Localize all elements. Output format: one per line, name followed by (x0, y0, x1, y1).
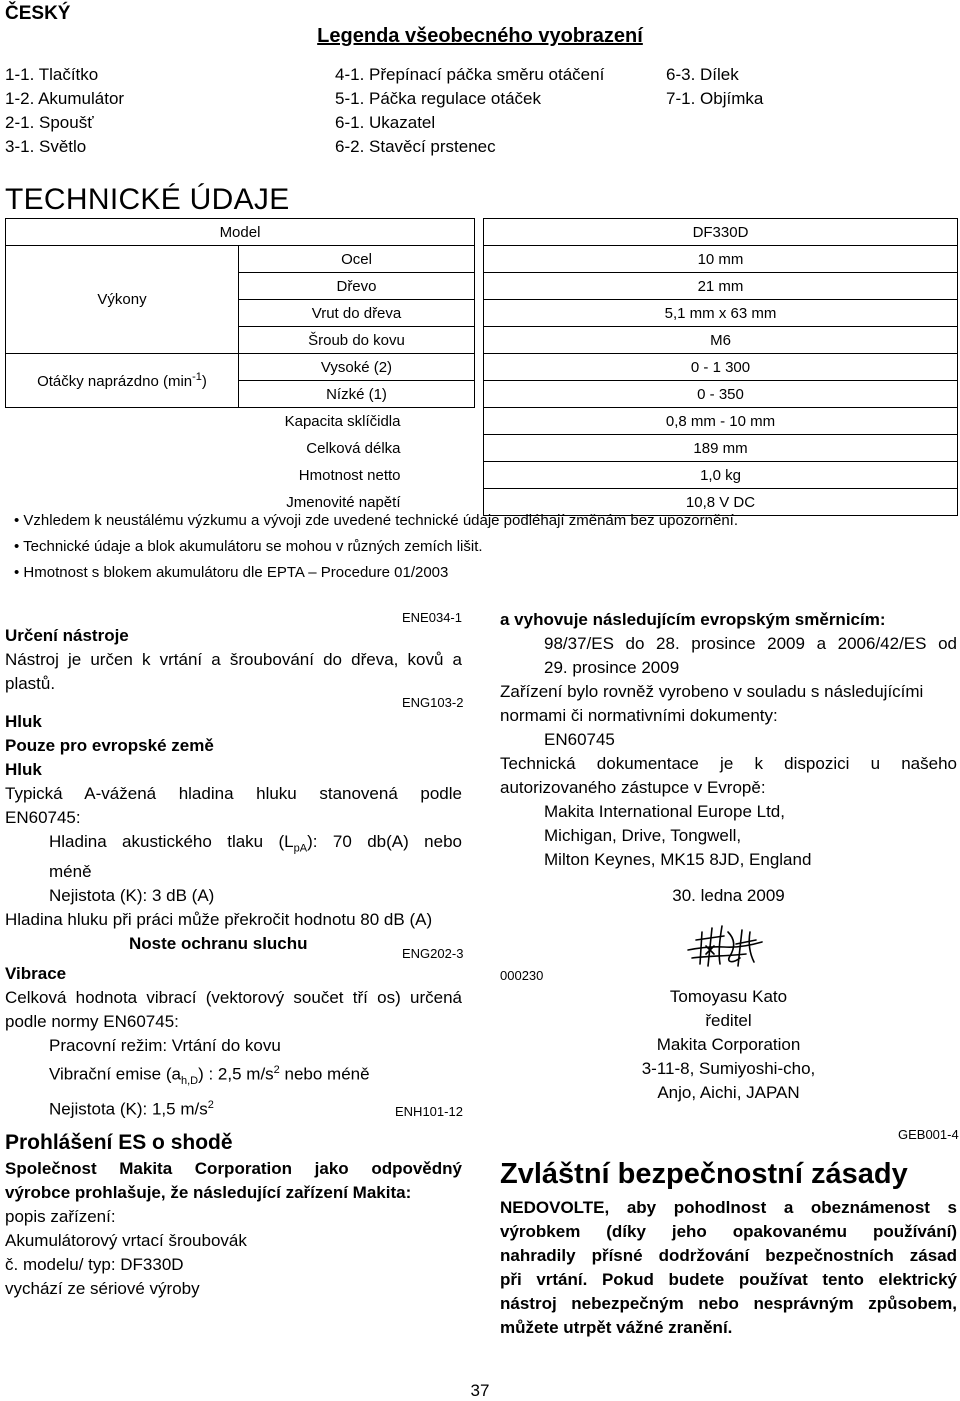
specs-title: TECHNICKÉ ÚDAJE (5, 183, 290, 216)
table-row (6, 435, 958, 462)
text-line: výrobce prohlašuje, že následující zařízení Makita: (5, 1183, 412, 1202)
text-line: autorizovaného zástupce v Evropě: (500, 778, 766, 797)
text-line: NEDOVOLTE, aby pohodlnost a obeznámenost s (500, 1198, 957, 1217)
left-column (5, 710, 462, 956)
note-item: • Vzhledem k neustálému výzkumu a vývoji zde uvedené technické údaje podléhají změnám bez upozornění. (14, 512, 738, 529)
left-column (5, 962, 462, 1122)
legend-item: 5-1. Páčka regulace otáček (335, 89, 542, 108)
text-line: Michigan, Drive, Tongwell, (544, 826, 742, 845)
vykony-label: Výkony (6, 246, 239, 354)
text-line: Nejistota (K): 1,5 $m/s^2$ (49, 1099, 214, 1119)
spec-value: 10,8 V DC (484, 489, 958, 516)
legend-item: 6-3. Dílek (666, 65, 739, 84)
spec-value: M6 (484, 327, 958, 354)
note-item: • Hmotnost s blokem akumulátoru dle EPTA – Procedure 01/2003 (14, 564, 449, 581)
section-code: ENE034-1 (402, 610, 462, 625)
company-name: Makita Corporation (656, 1035, 801, 1054)
model-label: Model (6, 219, 475, 246)
spec-label: Hmotnost netto (298, 466, 401, 484)
text-line: Technická dokumentace je k dispozici u našeho (500, 754, 957, 773)
legend-item: 6-1. Ukazatel (335, 113, 436, 132)
table-row (6, 246, 958, 273)
text-line: plastů. (5, 674, 56, 693)
text-line: EN60745: (5, 808, 81, 827)
hluk-heading: Hluk (5, 712, 42, 731)
model-value: DF330D (484, 219, 958, 246)
vyhovuje-heading: a vyhovuje následujícím evropským směrnicím: (500, 610, 886, 629)
text-line: Makita International Europe Ltd, (544, 802, 785, 821)
section-code: GEB001-4 (898, 1127, 959, 1142)
spec-label: Celková délka (306, 439, 401, 457)
table-row (6, 354, 958, 381)
signatory-name: Tomoyasu Kato (669, 987, 788, 1006)
text-line: Zařízení bylo rovněž vyrobeno v souladu s následujícími (500, 682, 924, 701)
table-row (6, 219, 958, 246)
right-column (500, 1196, 957, 1340)
section-code: ENG103-2 (402, 695, 464, 710)
legend-item: 2-1. Spoušť (5, 113, 94, 132)
text-line: Vibrační emise $(a_{h,D})$ : 2,5 $m/s^2$ nebo méně (49, 1064, 370, 1088)
right-column (500, 608, 957, 872)
vibrace-heading: Vibrace (5, 964, 67, 983)
spec-value: 21 mm (484, 273, 958, 300)
text-line: Milton Keynes, MK15 8JD, England (544, 850, 812, 869)
section-code: ENH101-12 (395, 1104, 463, 1119)
legend-title: Legenda všeobecného vyobrazení (317, 25, 643, 47)
legend-item: 3-1. Světlo (5, 137, 87, 156)
spec-label: Vysoké (2) (239, 354, 475, 381)
legend-item: 1-2. Akumulátor (5, 89, 125, 108)
text-line: nástroj nebezpečným nebo nesprávným způsobem, (500, 1294, 957, 1313)
text-line: Typická A-vážená hladina hluku stanovená podle (5, 784, 462, 803)
spec-label: Vrut do dřeva (239, 300, 475, 327)
text-line: výrobkem (díky jeho opakovanému používání) (500, 1222, 957, 1241)
text-line: méně (49, 862, 92, 882)
text-line: podle normy EN60745: (5, 1012, 179, 1031)
text-line: Hladina hluku při práci může překročit hodnotu 80 dB (A) (5, 910, 433, 930)
legend-column-1 (5, 63, 124, 159)
text-line: popis zařízení: (5, 1207, 116, 1226)
spec-value: 0 - 350 (484, 381, 958, 408)
section-code: 000230 (500, 968, 544, 983)
spec-label: Kapacita sklíčidla (284, 412, 401, 430)
text-line: Hladina akustického tlaku $(L_{pA})$: 70 db(A) nebo (49, 832, 462, 855)
legend-item: 6-2. Stavěcí prstenec (335, 137, 496, 156)
text-line: Nejistota (K): 3 dB (A) (49, 886, 215, 906)
legend-column-2 (335, 63, 604, 159)
left-column (5, 624, 462, 696)
text-line: Nástroj je určen k vrtání a šroubování do dřeva, kovů a (5, 650, 462, 669)
pouze-heading: Pouze pro evropské země (5, 736, 214, 755)
page-number: 37 (470, 1381, 490, 1400)
spec-label: Jmenovité napětí (286, 493, 401, 511)
spec-value: 5,1 mm x 63 mm (484, 300, 958, 327)
text-line: EN60745 (544, 730, 615, 749)
legend-item: 1-1. Tlačítko (5, 65, 99, 84)
left-column (5, 1157, 462, 1301)
spec-value: 0,8 mm - 10 mm (484, 408, 958, 435)
text-line: normami či normativními dokumenty: (500, 706, 778, 725)
spec-label: Ocel (239, 246, 475, 273)
spec-value: 0 - 1 300 (484, 354, 958, 381)
specs-table (5, 218, 958, 516)
spec-value: 10 mm (484, 246, 958, 273)
text-line: 98/37/ES do 28. prosince 2009 a 2006/42/ES od (544, 634, 957, 653)
otacky-label: Otáčky naprázdno $(\min^{-1})$ (6, 354, 239, 408)
spec-label: Šroub do kovu (239, 327, 475, 354)
signatory-role: ředitel (705, 1011, 752, 1030)
signature-date: 30. ledna 2009 (672, 886, 785, 905)
text-line: Společnost Makita Corporation jako odpovědný (5, 1159, 462, 1178)
text-line: 29. prosince 2009 (544, 658, 680, 677)
text-line: vychází ze sériové výroby (5, 1279, 200, 1298)
legend-item: 4-1. Přepínací páčka směru otáčení (335, 65, 605, 84)
language-label: ČESKÝ (5, 3, 71, 24)
specs-notes (14, 508, 738, 586)
noste-warning: Noste ochranu sluchu (129, 934, 308, 954)
text-line: Akumulátorový vrtací šroubovák (5, 1231, 247, 1250)
table-row (6, 462, 958, 489)
zvlastni-heading: Zvláštní bezpečnostní zásady (500, 1158, 908, 1190)
legend-column-3 (666, 63, 763, 111)
prohlaseni-heading: Prohlášení ES o shodě (5, 1131, 233, 1154)
signatory-block (500, 985, 957, 1105)
section-code: ENG202-3 (402, 946, 464, 961)
table-row (6, 408, 958, 435)
text-line: č. modelu/ typ: DF330D (5, 1255, 184, 1274)
spec-value: 189 mm (484, 435, 958, 462)
spec-value: 1,0 kg (484, 462, 958, 489)
text-line: nahradily přísné dodržování bezpečnostních zásad (500, 1246, 957, 1265)
hluk-heading-2: Hluk (5, 760, 42, 779)
text-line: Anjo, Aichi, JAPAN (657, 1083, 800, 1102)
legend-item: 7-1. Objímka (666, 89, 764, 108)
text-line: 3-11-8, Sumiyoshi-cho, (641, 1059, 816, 1078)
urceni-heading: Určení nástroje (5, 626, 129, 645)
text-line: Celková hodnota vibrací (vektorový součet tří os) určená (5, 988, 462, 1007)
spec-label: Dřevo (239, 273, 475, 300)
signature-image (684, 920, 766, 972)
text-line: můžete utrpět vážné zranění. (500, 1318, 733, 1337)
note-item: • Technické údaje a blok akumulátoru se mohou v různých zemích lišit. (14, 538, 483, 555)
text-line: Pracovní režim: Vrtání do kovu (49, 1036, 281, 1055)
spec-label: Nízké (1) (239, 381, 475, 408)
text-line: při vrtání. Pokud budete používat tento elektrický (500, 1270, 957, 1289)
